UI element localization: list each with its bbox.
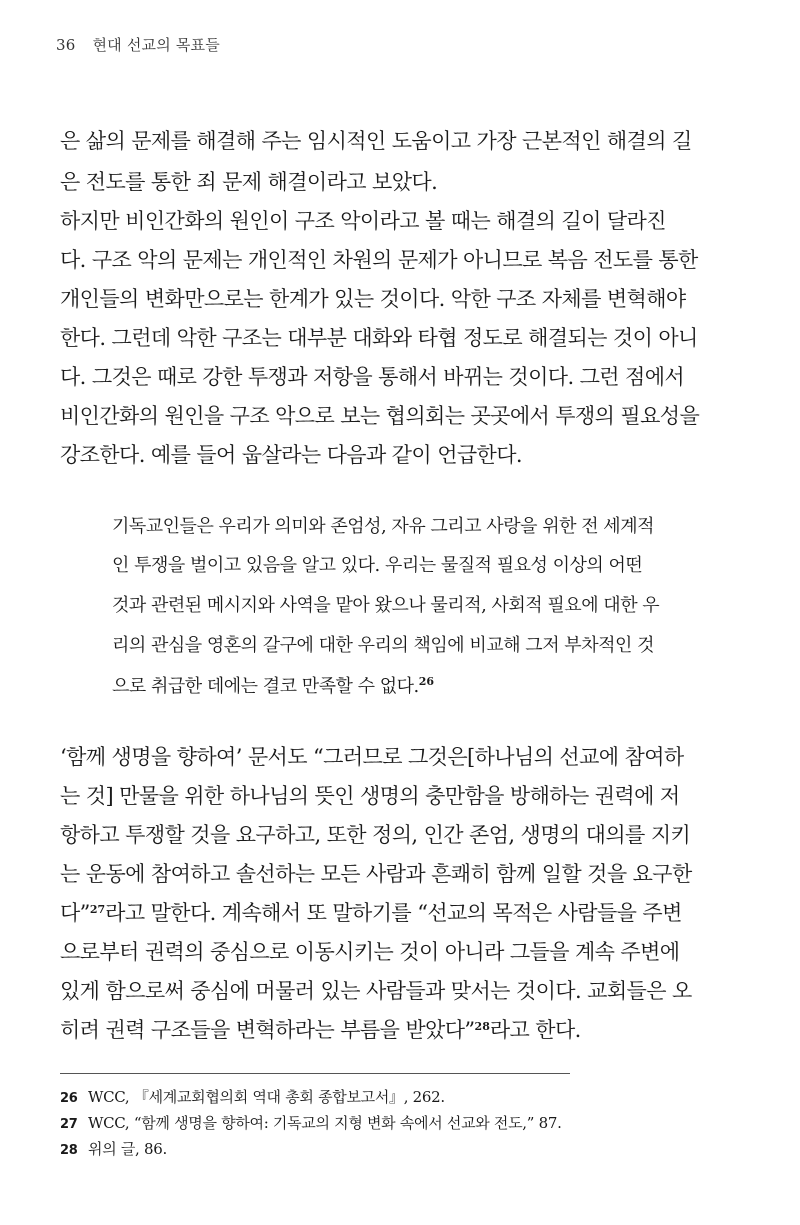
footnote-number: 26 <box>60 1091 78 1106</box>
body-line: 비인간화의 원인을 구조 악으로 보는 협의회는 곳곳에서 투쟁의 필요성을 <box>60 404 700 428</box>
footnote-ref-28[interactable]: 28 <box>474 1020 490 1033</box>
body-line: ‘함께 생명을 향하여’ 문서도 “그러므로 그것은[하나님의 선교에 참여하 <box>60 745 684 769</box>
footnote-26 <box>60 1086 445 1107</box>
body-line: 있게 함으로써 중심에 머물러 있는 사람들과 맞서는 것이다. 교회들은 오 <box>60 979 692 1003</box>
body-text: 히려 권력 구조들을 변혁하라는 부름을 받았다” <box>60 1018 475 1042</box>
quote-text: 으로 취급한 데에는 결코 만족할 수 없다. <box>112 676 419 697</box>
body-line: 항하고 투쟁할 것을 요구하고, 또한 정의, 인간 존엄, 생명의 대의를 지키 <box>60 823 691 847</box>
quote-line: 것과 관련된 메시지와 사역을 맡아 왔으나 물리적, 사회적 필요에 대한 우 <box>112 595 660 616</box>
body-text: 라고 말한다. 계속해서 또 말하기를 “선교의 목적은 사람들을 주변 <box>105 901 682 925</box>
body-line: 다. 그것은 때로 강한 투쟁과 저항을 통해서 바뀌는 것이다. 그런 점에서 <box>60 365 685 389</box>
footnote-number: 27 <box>60 1117 78 1132</box>
body-line: 다. 구조 악의 문제는 개인적인 차원의 문제가 아니므로 복음 전도를 통한 <box>60 248 698 272</box>
footnote-text: WCC, 『세계교회협의회 역대 총회 종합보고서』, 262. <box>88 1088 445 1106</box>
body-line: 강조한다. 예를 들어 웁살라는 다음과 같이 언급한다. <box>60 443 523 467</box>
quote-line: 인 투쟁을 벌이고 있음을 알고 있다. 우리는 물질적 필요성 이상의 어떤 <box>112 555 643 576</box>
quote-line <box>112 676 670 696</box>
running-header <box>56 34 220 55</box>
body-line: 은 삶의 문제를 해결해 주는 임시적인 도움이고 가장 근본적인 해결의 길 <box>60 129 692 153</box>
footnote-27 <box>60 1112 562 1133</box>
body-line: 는 운동에 참여하고 솔선하는 모든 사람과 흔쾌히 함께 일할 것을 요구한 <box>60 862 692 886</box>
body-line: 하지만 비인간화의 원인이 구조 악이라고 볼 때는 해결의 길이 달라진 <box>60 209 666 233</box>
running-title: 현대 선교의 목표들 <box>92 36 220 54</box>
body-line <box>60 1020 670 1041</box>
body-text: 다” <box>60 901 90 925</box>
body-line <box>60 901 682 925</box>
body-line: 은 전도를 통한 죄 문제 해결이라고 보았다. <box>60 170 438 194</box>
footnote-28 <box>60 1138 167 1159</box>
body-line: 한다. 그런데 악한 구조는 대부분 대화와 타협 정도로 해결되는 것이 아니 <box>60 326 698 350</box>
body-line: 는 것] 만물을 위한 하나님의 뜻인 생명의 충만함을 방해하는 권력에 저 <box>60 784 680 808</box>
body-text: 라고 한다. <box>489 1018 581 1042</box>
footnote-ref-27[interactable]: 27 <box>89 903 106 916</box>
footnote-text: WCC, “함께 생명을 향하여: 기독교의 지형 변화 속에서 선교와 전도,” 87. <box>88 1114 562 1132</box>
quote-line: 리의 관심을 영혼의 갈구에 대한 우리의 책임에 비교해 그저 부차적인 것 <box>112 635 654 656</box>
footnote-number: 28 <box>60 1143 78 1158</box>
footnote-divider <box>60 1073 570 1074</box>
footnote-text: 위의 글, 86. <box>88 1140 167 1158</box>
body-line: 개인들의 변화만으로는 한계가 있는 것이다. 악한 구조 자체를 변혁해야 <box>60 287 686 311</box>
body-line: 으로부터 권력의 중심으로 이동시키는 것이 아니라 그들을 계속 주변에 <box>60 940 680 964</box>
footnote-ref-26[interactable]: 26 <box>418 675 435 688</box>
quote-line: 기독교인들은 우리가 의미와 존엄성, 자유 그리고 사랑을 위한 전 세계적 <box>112 516 654 537</box>
page-number: 36 <box>56 36 76 54</box>
